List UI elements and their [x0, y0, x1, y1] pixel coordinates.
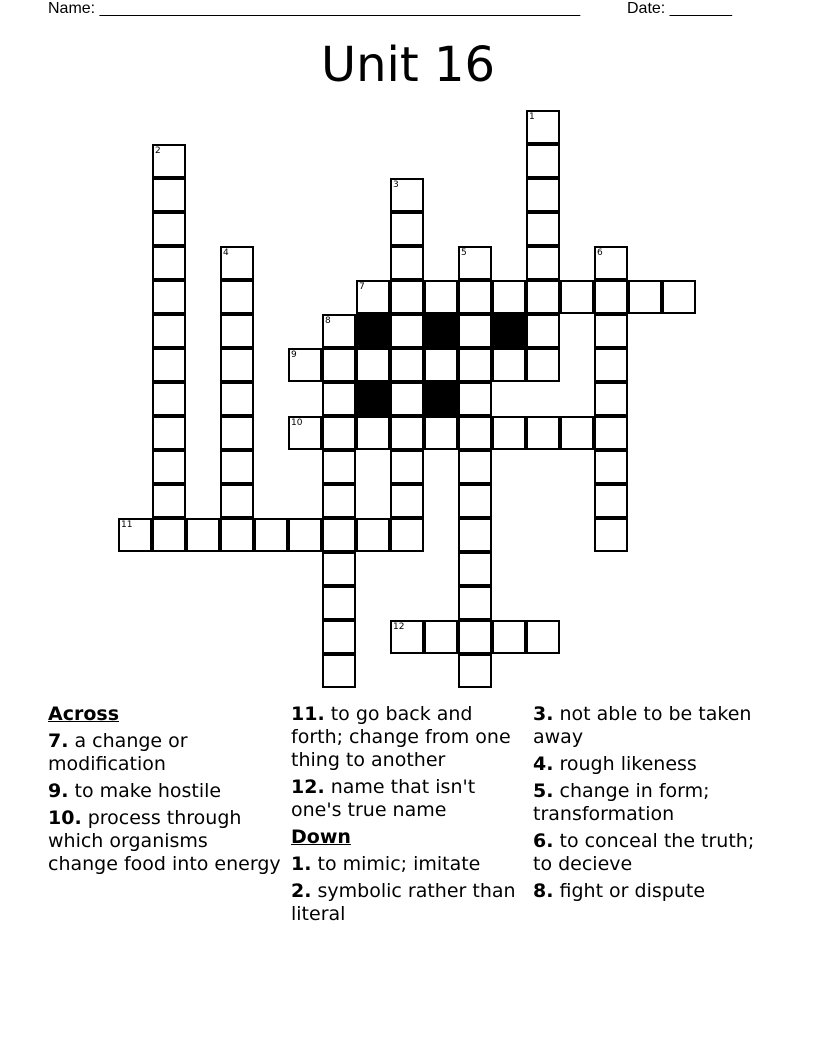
crossword-cell[interactable] — [594, 518, 628, 552]
clue-number-label: 12 — [393, 622, 405, 632]
crossword-cell[interactable] — [322, 620, 356, 654]
crossword-cell[interactable] — [424, 280, 458, 314]
clues-column-1 — [48, 703, 283, 880]
clue-across-12 — [291, 776, 526, 822]
crossword-cell[interactable] — [186, 518, 220, 552]
clue-number: 1. — [291, 853, 312, 875]
clue-text: fight or dispute — [559, 880, 706, 902]
clue-down-6 — [533, 830, 773, 876]
clue-number: 8. — [533, 880, 554, 902]
crossword-cell[interactable] — [254, 518, 288, 552]
crossword-cell[interactable] — [390, 246, 424, 280]
crossword-cell[interactable] — [458, 314, 492, 348]
crossword-cell[interactable] — [458, 280, 492, 314]
crossword-cell[interactable] — [152, 212, 186, 246]
across-heading: Across — [48, 703, 120, 725]
clue-text: name that isn't one's true name — [291, 776, 476, 821]
clue-down-1 — [291, 853, 526, 876]
crossword-cell[interactable] — [594, 416, 628, 450]
clue-number: 12. — [291, 776, 325, 798]
clue-across-10 — [48, 807, 283, 876]
crossword-cell[interactable] — [322, 654, 356, 688]
crossword-cell[interactable] — [492, 620, 526, 654]
clue-number-label: 7 — [359, 282, 365, 292]
clue-number: 6. — [533, 830, 554, 852]
crossword-cell[interactable] — [288, 518, 322, 552]
clue-number-label: 3 — [393, 180, 399, 190]
crossword-cell[interactable] — [594, 280, 628, 314]
clue-number-label: 6 — [597, 248, 603, 258]
crossword-cell[interactable] — [356, 280, 390, 314]
clue-number-label: 11 — [121, 520, 133, 530]
clue-number-label: 1 — [529, 112, 535, 122]
crossword-block-cell — [356, 314, 390, 348]
page-title: Unit 16 — [320, 37, 496, 93]
crossword-cell[interactable] — [152, 416, 186, 450]
clue-text: process through which organisms change food into energy — [48, 807, 281, 875]
crossword-cell[interactable] — [594, 314, 628, 348]
crossword-cell[interactable] — [526, 280, 560, 314]
crossword-cell[interactable] — [322, 450, 356, 484]
clue-number-label: 10 — [291, 418, 303, 428]
crossword-cell[interactable] — [220, 246, 254, 280]
crossword-cell[interactable] — [526, 314, 560, 348]
crossword-cell[interactable] — [458, 552, 492, 586]
crossword-cell[interactable] — [594, 246, 628, 280]
clues-column-2 — [291, 703, 526, 930]
clue-text: not able to be taken away — [533, 703, 752, 748]
crossword-cell[interactable] — [322, 552, 356, 586]
crossword-cell[interactable] — [152, 484, 186, 518]
crossword-cell[interactable] — [288, 416, 322, 450]
date-field-label[interactable]: Date: _______ — [627, 0, 732, 17]
clue-across-7 — [48, 730, 283, 776]
crossword-cell[interactable] — [152, 382, 186, 416]
clue-number-label: 9 — [291, 350, 297, 360]
crossword-cell[interactable] — [526, 416, 560, 450]
crossword-cell[interactable] — [220, 484, 254, 518]
crossword-block-cell — [492, 314, 526, 348]
crossword-cell[interactable] — [458, 450, 492, 484]
clue-number: 2. — [291, 880, 312, 902]
clue-text: a change or modification — [48, 730, 188, 775]
crossword-cell[interactable] — [594, 348, 628, 382]
crossword-cell[interactable] — [390, 348, 424, 382]
crossword-cell[interactable] — [356, 416, 390, 450]
crossword-cell[interactable] — [526, 178, 560, 212]
clue-text: rough likeness — [559, 753, 697, 775]
clue-text: to conceal the truth; to decieve — [533, 830, 755, 875]
crossword-cell[interactable] — [356, 518, 390, 552]
clue-number: 4. — [533, 753, 554, 775]
crossword-cell[interactable] — [458, 518, 492, 552]
crossword-cell[interactable] — [118, 518, 152, 552]
crossword-cell[interactable] — [322, 518, 356, 552]
crossword-cell[interactable] — [458, 416, 492, 450]
crossword-cell[interactable] — [322, 484, 356, 518]
clue-down-2 — [291, 880, 526, 926]
crossword-cell[interactable] — [356, 348, 390, 382]
crossword-cell[interactable] — [526, 144, 560, 178]
clue-number: 10. — [48, 807, 82, 829]
crossword-cell[interactable] — [220, 416, 254, 450]
clues-column-3 — [533, 703, 773, 907]
crossword-block-cell — [424, 314, 458, 348]
crossword-cell[interactable] — [424, 620, 458, 654]
clue-across-11 — [291, 703, 526, 772]
crossword-cell[interactable] — [390, 382, 424, 416]
crossword-cell[interactable] — [526, 246, 560, 280]
crossword-cell[interactable] — [424, 348, 458, 382]
crossword-cell[interactable] — [322, 382, 356, 416]
crossword-cell[interactable] — [526, 110, 560, 144]
crossword-cell[interactable] — [220, 518, 254, 552]
crossword-cell[interactable] — [288, 348, 322, 382]
crossword-cell[interactable] — [390, 450, 424, 484]
crossword-cell[interactable] — [458, 620, 492, 654]
crossword-cell[interactable] — [492, 416, 526, 450]
crossword-cell[interactable] — [390, 620, 424, 654]
crossword-cell[interactable] — [526, 348, 560, 382]
clue-text: to make hostile — [74, 780, 222, 802]
crossword-cell[interactable] — [152, 144, 186, 178]
clue-number-label: 4 — [223, 248, 229, 258]
crossword-block-cell — [424, 382, 458, 416]
crossword-cell[interactable] — [322, 586, 356, 620]
clue-number-label: 8 — [325, 316, 331, 326]
clue-down-8 — [533, 880, 773, 903]
crossword-cell[interactable] — [662, 280, 696, 314]
crossword-cell[interactable] — [322, 416, 356, 450]
clue-down-5 — [533, 780, 773, 826]
clue-text: symbolic rather than literal — [291, 880, 516, 925]
crossword-cell[interactable] — [390, 484, 424, 518]
crossword-cell[interactable] — [594, 382, 628, 416]
clue-number: 9. — [48, 780, 69, 802]
crossword-cell[interactable] — [152, 246, 186, 280]
crossword-cell[interactable] — [390, 314, 424, 348]
crossword-cell[interactable] — [628, 280, 662, 314]
crossword-cell[interactable] — [458, 586, 492, 620]
crossword-cell[interactable] — [220, 348, 254, 382]
crossword-cell[interactable] — [152, 178, 186, 212]
clue-number: 11. — [291, 703, 325, 725]
clue-across-9 — [48, 780, 283, 803]
crossword-cell[interactable] — [152, 518, 186, 552]
clue-text: change in form; transformation — [533, 780, 710, 825]
crossword-cell[interactable] — [458, 654, 492, 688]
crossword-cell[interactable] — [424, 416, 458, 450]
clue-number-label: 2 — [155, 146, 161, 156]
crossword-cell[interactable] — [594, 484, 628, 518]
crossword-cell[interactable] — [390, 280, 424, 314]
crossword-cell[interactable] — [152, 450, 186, 484]
clue-down-4 — [533, 753, 773, 776]
clue-text: to mimic; imitate — [317, 853, 481, 875]
clue-number: 7. — [48, 730, 69, 752]
crossword-cell[interactable] — [492, 348, 526, 382]
crossword-cell[interactable] — [220, 280, 254, 314]
crossword-cell[interactable] — [458, 348, 492, 382]
crossword-cell[interactable] — [526, 212, 560, 246]
crossword-cell[interactable] — [390, 416, 424, 450]
crossword-cell[interactable] — [526, 620, 560, 654]
crossword-cell[interactable] — [594, 450, 628, 484]
crossword-cell[interactable] — [152, 314, 186, 348]
name-field-label[interactable]: Name: ______________________________________________________ — [48, 0, 581, 17]
crossword-cell[interactable] — [458, 246, 492, 280]
crossword-cell[interactable] — [560, 280, 594, 314]
crossword-cell[interactable] — [560, 416, 594, 450]
crossword-cell[interactable] — [220, 382, 254, 416]
crossword-cell[interactable] — [458, 382, 492, 416]
clue-down-3 — [533, 703, 773, 749]
crossword-cell[interactable] — [220, 314, 254, 348]
crossword-cell[interactable] — [492, 280, 526, 314]
crossword-cell[interactable] — [390, 212, 424, 246]
crossword-cell[interactable] — [152, 280, 186, 314]
crossword-cell[interactable] — [322, 314, 356, 348]
crossword-cell[interactable] — [322, 348, 356, 382]
crossword-cell[interactable] — [220, 450, 254, 484]
crossword-block-cell — [356, 382, 390, 416]
clue-number: 3. — [533, 703, 554, 725]
crossword-cell[interactable] — [458, 484, 492, 518]
crossword-cell[interactable] — [390, 178, 424, 212]
down-heading: Down — [291, 826, 351, 848]
crossword-cell[interactable] — [152, 348, 186, 382]
clue-number: 5. — [533, 780, 554, 802]
clue-text: to go back and forth; change from one thing to another — [291, 703, 511, 771]
clue-number-label: 5 — [461, 248, 467, 258]
crossword-cell[interactable] — [390, 518, 424, 552]
